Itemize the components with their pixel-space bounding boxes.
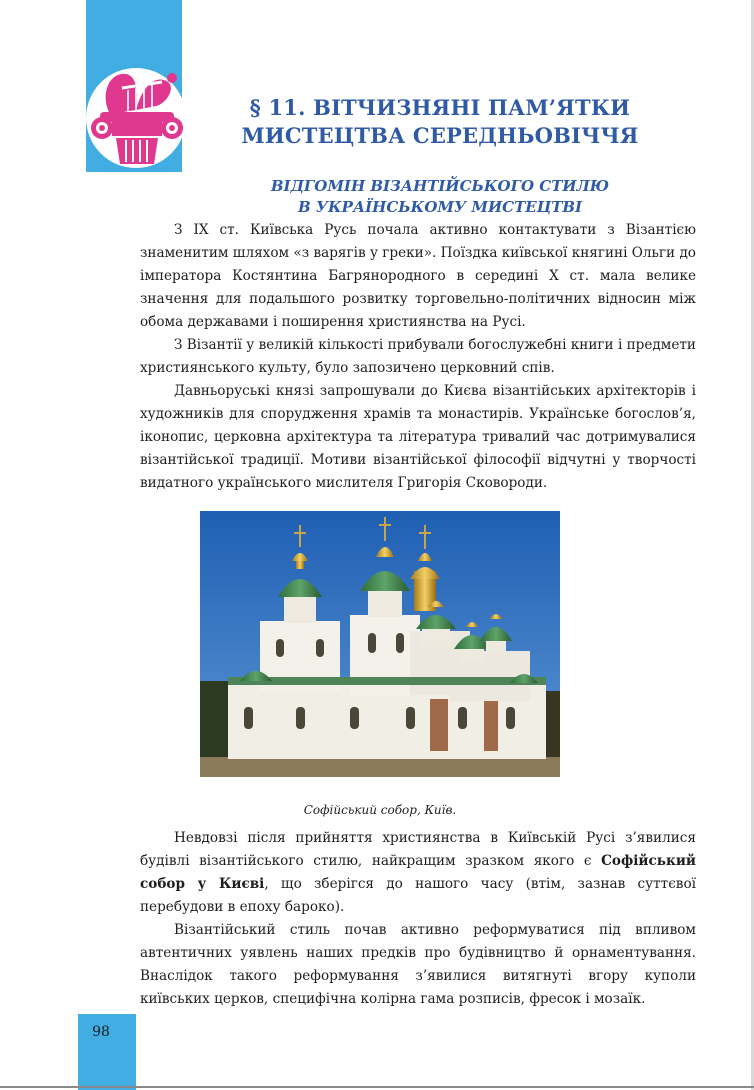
bottom-rule: [0, 1086, 754, 1088]
paragraph-5: Візантійський стиль почав активно реформуватися під впливом автентичних уявлень наших предків про будівництво й орнаментування. Внаслідок такого реформування з’явилися витягнуті вгору куполи київських церков, специфічна колірна гама розписів, фресок і мозаїк.: [140, 922, 696, 1007]
page-number: 98: [92, 1024, 110, 1040]
paragraph-1: З IX ст. Київська Русь почала активно контактувати з Візантією знаменитим шляхом «з варягів у греки». Поїздка київської княгині Ольги до імператора Костянтина Багрянородного в середині X ст. мала велике значення для подальшого розвитку торговельно-політичних відносин між обома державами і поширення християнства на Русі.: [140, 222, 696, 330]
paragraph-4-start: Невдовзі після прийняття християнства в Київській Русі з’явилися будівлі візантійського стилю, найкращим зразком якого є: [140, 830, 696, 869]
chapter-title-line-2: МИСТЕЦТВА СЕРЕДНЬОВІЧЧЯ: [241, 123, 639, 148]
sophia-cathedral-photo: [200, 511, 560, 777]
body-text-bottom: [140, 827, 696, 1011]
paragraph-3: Давньоруські князі запрошували до Києва візантійських архітекторів і художників для спорудження храмів та монастирів. Українське богослов’я, іконопис, церковна архітектура та література тривалий час дотримувалися візантійської традиції. Мотиви візантійської філософії відчутні у творчості видатного українського мислителя Григорія Сковороди.: [140, 383, 696, 491]
sophia-cathedral-term: Софійський собор у Києві: [140, 853, 696, 892]
section-heading-line-1: ВІДГОМІН ВІЗАНТІЙСЬКОГО СТИЛЮ: [270, 177, 610, 195]
paragraph-4: [140, 827, 696, 919]
section-heading-line-2: В УКРАЇНСЬКОМУ МИСТЕЦТВІ: [297, 198, 583, 216]
chapter-title-line-1: § 11. ВІТЧИЗНЯНІ ПАМ’ЯТКИ: [249, 95, 631, 120]
chapter-title: [200, 94, 680, 150]
photo-caption: Софійський собор, Київ.: [303, 803, 457, 817]
paragraph-2: З Візантії у великій кількості прибували богослужебні книги і предмети християнського культу, було запозичено церковний спів.: [140, 337, 696, 376]
body-text-top: [140, 219, 696, 495]
paragraph-4-end: , що зберігся до нашого часу (втім, зазнав суттєвої перебудови в епоху бароко).: [140, 876, 696, 915]
section-heading: [200, 176, 680, 218]
lyre-column-icon: [82, 56, 190, 170]
